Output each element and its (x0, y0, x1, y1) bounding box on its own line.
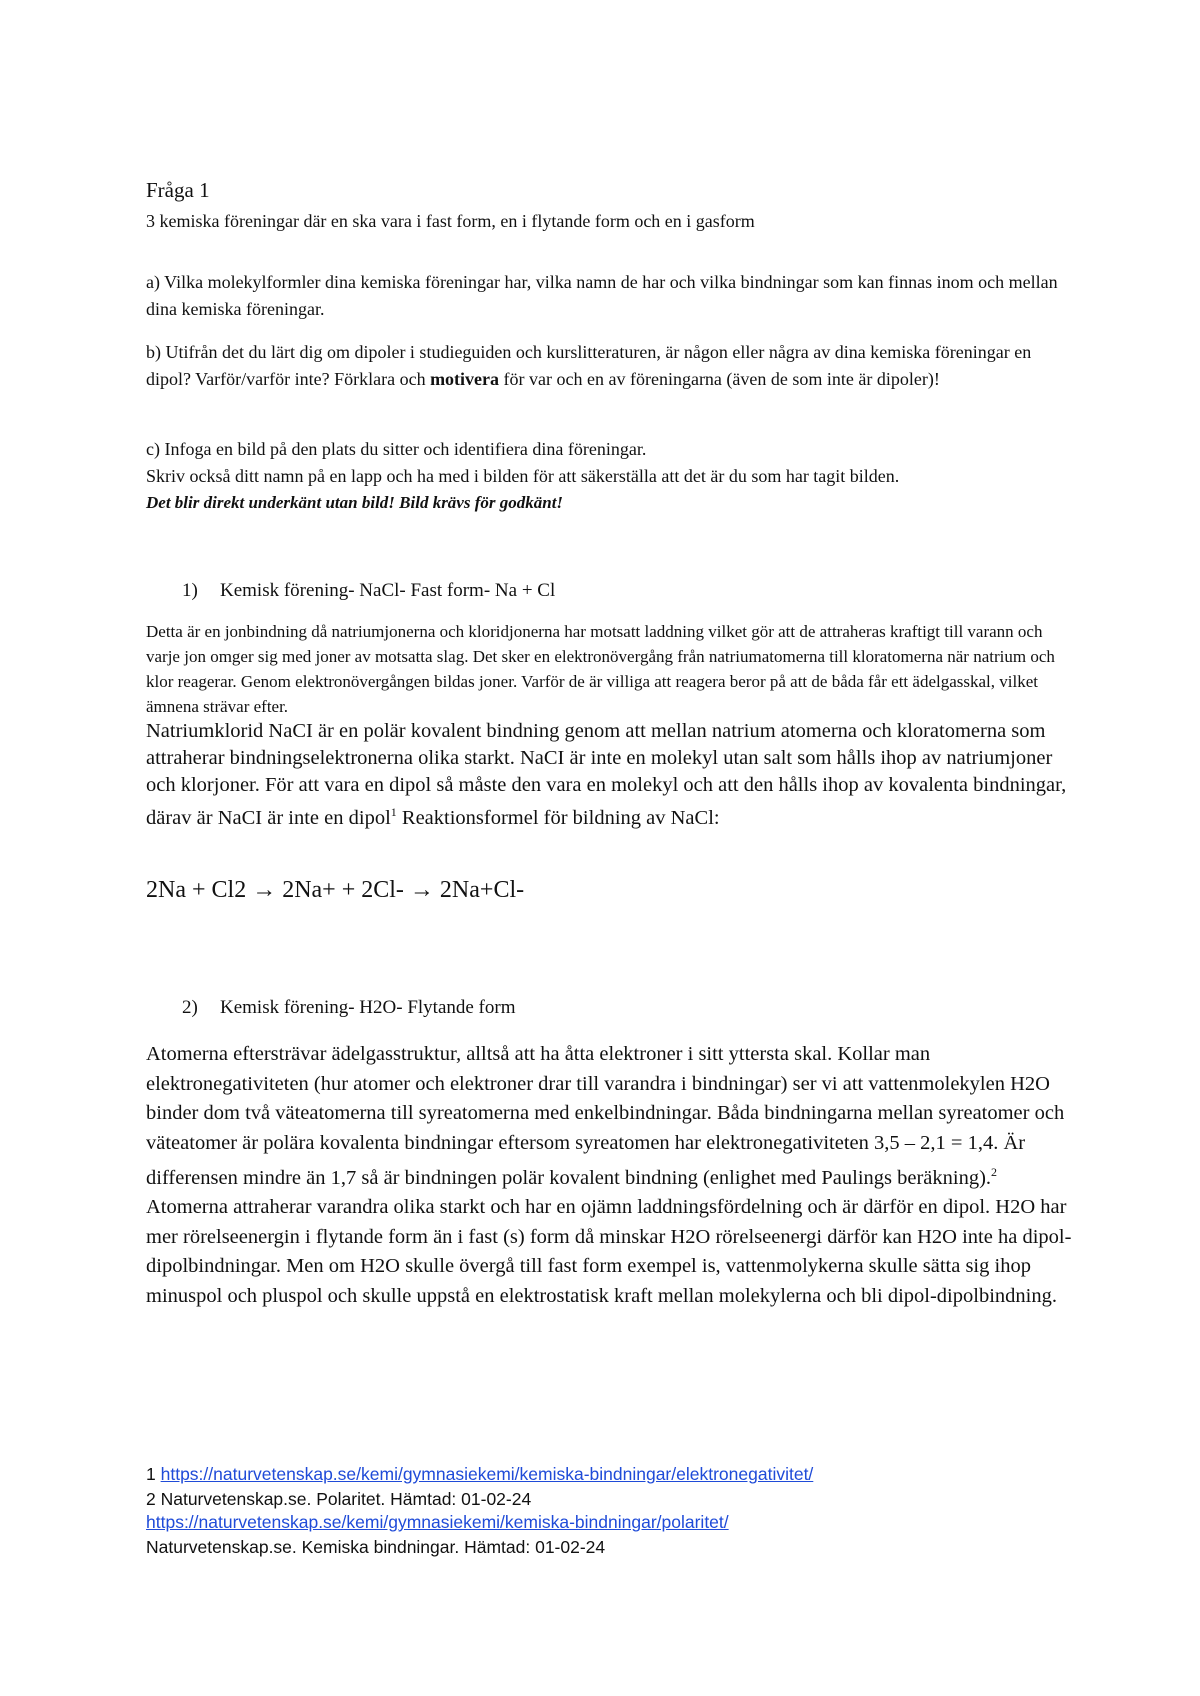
footnote-1-link[interactable]: https://naturvetenskap.se/kemi/gymnasiekemi/kemiska-bindningar/elektronegativitet/ (160, 1464, 814, 1484)
question-part-c-instruction: Skriv också ditt namn på en lapp och ha med i bilden för att säkerställa att det är du som har tagit bilden. (146, 466, 900, 486)
section-2-text-end: Atomerna attraherar varandra olika starkt och har en ojämn laddningsfördelning och är därför en dipol. H2O har mer rörelseenergin i flytande form än i fast (s) form då minskar H2O rörelseenergi därför kan H2O inte ha dipol-dipolbindningar. Men om H2O skulle övergå till fast form exempel is, vattenmolykerna skulle sätta sig ihop minuspol och pluspol och skulle uppstå en elektrostatisk kraft mellan molekylerna och bli dipol-dipolbindning. (146, 1196, 1072, 1307)
question-part-b-text: b) Utifrån det du lärt dig om dipoler i studieguiden och kurslitteraturen, är någon eller några av dina kemiska föreningar en dipol? Varför/varför inte? Förklara och (146, 342, 1032, 389)
footnote-3 (146, 1512, 729, 1533)
section-2-text-main: Atomerna eftersträvar ädelgasstruktur, alltså att ha åtta elektroner i sitt yttersta skal. Kollar man elektronegativiteten (hur atomer och elektroner drar till varandra i bindningar) ser vi att vattenmolekylen H2O binder dom två väteatomerna till syreatomerna med enkelbindningar. Båda bindningarna mellan syreatomer och väteatomer är polära kovalenta bindningar eftersom syreatomen har elektronegativiteten 3,5 – 2,1 = 1,4. Är differensen mindre än 1,7 så är bindningen polär kovalent bindning (enlighet med Paulings beräkning). (146, 1043, 1065, 1189)
footnote-3-link[interactable]: https://naturvetenskap.se/kemi/gymnasiekemi/kemiska-bindningar/polaritet/ (146, 1512, 729, 1532)
question-part-a: a) Vilka molekylformler dina kemiska föreningar har, vilka namn de har och vilka bindningar som kan finnas inom och mellan dina kemiska föreningar. (146, 272, 1058, 319)
footnote-1 (146, 1464, 813, 1485)
question-part-b-text-end: för var och en av föreningarna (även de som inte är dipoler)! (499, 369, 940, 389)
section-1-number: 1) (182, 580, 198, 601)
question-part-b-emphasis: motivera (430, 369, 500, 389)
question-title: Fråga 1 (146, 178, 210, 202)
footnote-4: Naturvetenskap.se. Kemiska bindningar. Hämtad: 01-02-24 (146, 1537, 606, 1557)
footnote-1-number: 1 (146, 1464, 161, 1484)
question-part-b (146, 339, 1066, 393)
section-2-heading: Kemisk förening- H2O- Flytande form (220, 997, 516, 1018)
question-part-c-warning: Det blir direkt underkänt utan bild! Bild krävs för godkänt! (146, 493, 564, 512)
question-part-c: c) Infoga en bild på den plats du sitter och identifiera dina föreningar. (146, 439, 647, 459)
footnote-ref-2[interactable]: 2 (991, 1165, 998, 1179)
section-1-text-large (146, 718, 1076, 832)
section-1-text-reaction: Reaktionsformel för bildning av NaCl: (396, 806, 720, 829)
section-1-text-small: Detta är en jonbindning då natriumjonerna och kloridjonerna har motsatt laddning vilket gör att de attraheras kraftigt till varann och varje jon omger sig med joner av motsatta slag. Det sker en elektronövergång från natriumatomerna till kloratomerna när natrium och klor reagerar. Genom elektronövergången bildas joner. Varför de är villiga att reagera beror på att de båda får ett ädelgasskal, vilket ämnena strävar efter. (146, 622, 1055, 716)
reaction-formula: 2Na + Cl2 → 2Na+ + 2Cl- → 2Na+Cl- (146, 877, 525, 903)
section-1-heading: Kemisk förening- NaCl- Fast form- Na + Cl (220, 580, 556, 601)
section-2-text (146, 1040, 1081, 1311)
section-1-text-main: Natriumklorid NaCI är en polär kovalent bindning genom att mellan natrium atomerna och kloratomerna som attraherar bindningselektronerna olika starkt. NaCI är inte en molekyl utan salt som hålls ihop av natriumjoner och klorjoner. För att vara en dipol så måste den vara en molekyl och att den hålls ihop av kovalenta bindningar, därav är NaCI är inte en dipol (146, 720, 1067, 829)
question-subtitle: 3 kemiska föreningar där en ska vara i fast form, en i flytande form och en i gasform (146, 211, 755, 231)
footnote-2: 2 Naturvetenskap.se. Polaritet. Hämtad: 01-02-24 (146, 1489, 532, 1509)
footnote-ref-1[interactable]: 1 (390, 805, 397, 819)
section-2-number: 2) (182, 997, 198, 1018)
